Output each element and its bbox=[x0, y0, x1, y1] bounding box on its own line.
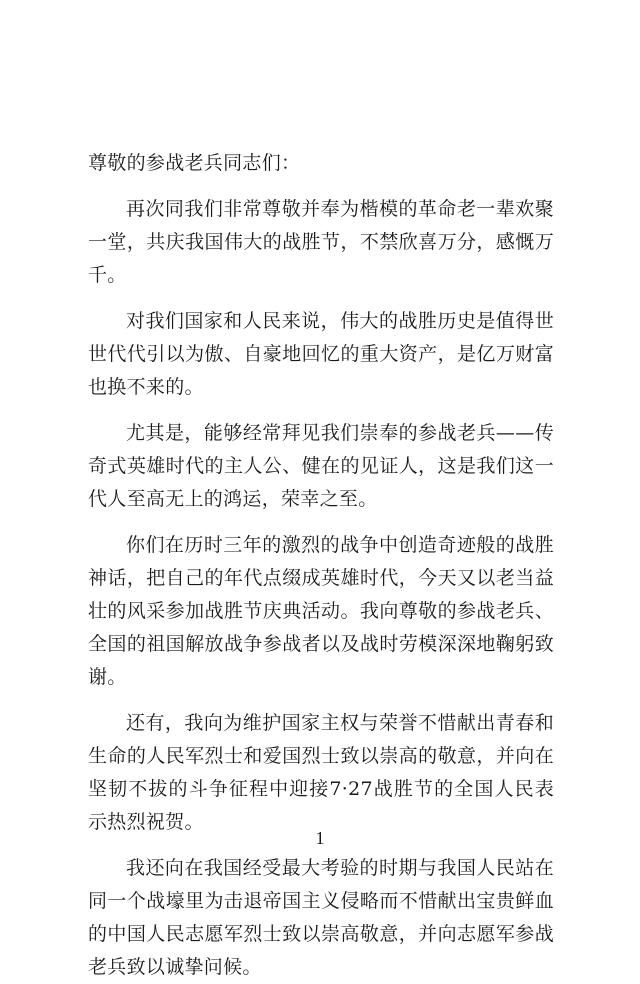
paragraph-6: 我还向在我国经受最大考验的时期与我国人民站在同一个战壕里为击退帝国主义侵略而不惜献出宝贵鲜血的中国人民志愿军烈士致以崇高敬意，并向志愿军参战老兵致以诚挚问候。 bbox=[88, 857, 554, 978]
paragraph-5: 还有，我向为维护国家主权与荣誉不惜献出青春和生命的人民军烈士和爱国烈士致以崇高的敬意，并向在坚韧不拔的斗争征程中迎接7·27战胜节的全国人民表示热烈祝贺。 bbox=[88, 712, 554, 833]
document-body bbox=[88, 147, 554, 984]
paragraph-4: 你们在历时三年的激烈的战争中创造奇迹般的战胜神话，把自己的年代点缀成英雄时代，今天又以老当益壮的风采参加战胜节庆典活动。我向尊敬的参战老兵、全国的祖国解放战争参战者以及战时劳模深深地鞠躬致谢。 bbox=[88, 534, 554, 688]
paragraph-2: 对我们国家和人民来说，伟大的战胜历史是值得世世代代引以为傲、自豪地回忆的重大资产，是亿万财富也换不来的。 bbox=[88, 310, 554, 398]
paragraph-1: 再次同我们非常尊敬并奉为楷模的革命老一辈欢聚一堂，共庆我国伟大的战胜节，不禁欣喜万分，感慨万千。 bbox=[88, 198, 554, 286]
salutation: 尊敬的参战老兵同志们： bbox=[88, 152, 301, 174]
paragraph-3: 尤其是，能够经常拜见我们崇奉的参战老兵——传奇式英雄时代的主人公、健在的见证人，这是我们这一代人至高无上的鸿运，荣幸之至。 bbox=[88, 422, 554, 510]
page-number: 1 bbox=[315, 828, 325, 848]
